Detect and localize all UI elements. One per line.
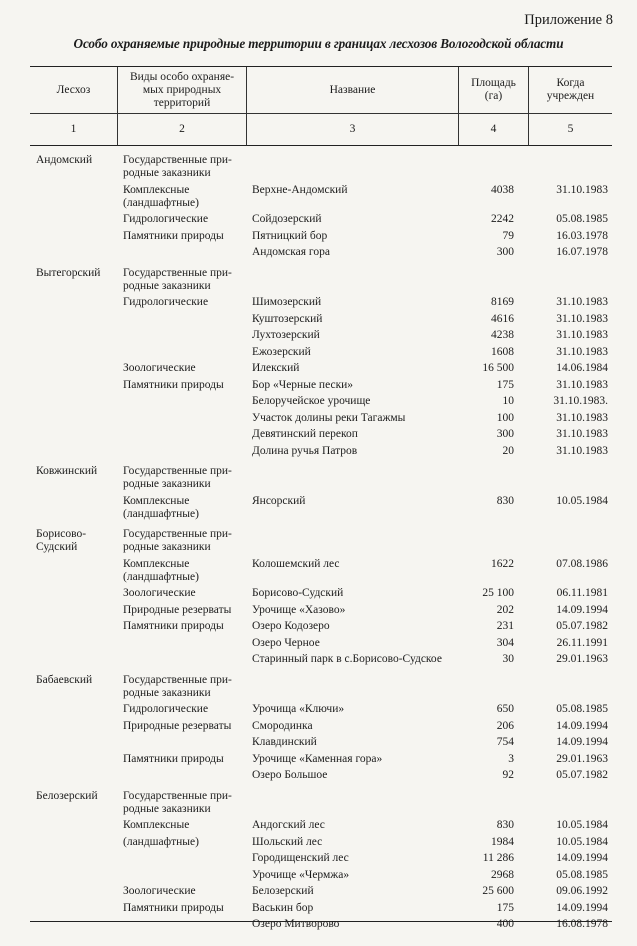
leskhoz-cell — [30, 869, 117, 882]
type-cell: Природные резерваты — [123, 719, 232, 732]
leskhoz-cell: Вытегорский — [36, 266, 101, 279]
leskhoz-cell — [30, 637, 117, 650]
leskhoz-cell — [30, 753, 117, 766]
table-row — [30, 346, 612, 359]
table-row — [30, 558, 612, 584]
leskhoz-cell — [30, 558, 117, 584]
date-cell: 31.10.1983. — [553, 395, 608, 407]
table-row — [30, 918, 612, 931]
table-row — [30, 653, 612, 666]
table-row — [30, 465, 612, 491]
bottom-rule — [30, 921, 612, 922]
date-cell: 14.09.1994 — [556, 603, 608, 616]
name-cell: Бор «Черные пески» — [252, 378, 354, 391]
table-row — [30, 246, 612, 259]
name-cell: Ежозерский — [252, 345, 311, 358]
type-cell: Государственные при-родные заказники — [123, 528, 232, 553]
date-cell: 05.08.1985 — [556, 213, 608, 225]
date-cell: 26.11.1991 — [556, 636, 608, 649]
name-cell: Куштозерский — [252, 312, 323, 325]
type-cell: Государственные при-родные заказники — [123, 673, 232, 699]
leskhoz-cell — [30, 736, 117, 749]
leskhoz-cell — [30, 346, 117, 359]
type-cell: Государственные при-родные заказники — [123, 266, 232, 292]
type-cell: Комплексные (ландшафтные) — [123, 557, 199, 583]
leskhoz-cell — [30, 852, 117, 865]
date-cell — [528, 267, 612, 293]
leskhoz-cell — [30, 587, 117, 600]
area-cell — [458, 790, 528, 816]
date-cell: 16.08.1978 — [556, 918, 608, 930]
area-cell: 175 — [496, 378, 514, 391]
date-cell: 07.08.1986 — [556, 557, 608, 570]
leskhoz-cell — [30, 246, 117, 259]
leskhoz-cell — [30, 836, 117, 849]
type-cell — [117, 329, 246, 342]
type-cell: Государственные при-родные заказники — [123, 154, 232, 179]
area-cell: 4038 — [491, 183, 514, 196]
leskhoz-cell — [30, 902, 117, 915]
table-row — [30, 720, 612, 733]
date-cell: 31.10.1983 — [556, 312, 608, 325]
leskhoz-cell: Борисово-Судский — [36, 528, 87, 553]
leskhoz-cell — [30, 230, 117, 243]
name-cell — [246, 154, 458, 180]
area-cell: 1622 — [491, 557, 514, 570]
area-cell: 830 — [496, 494, 514, 507]
name-cell: Шимозерский — [252, 296, 322, 308]
column-number: 2 — [117, 114, 246, 146]
area-cell: 830 — [496, 819, 514, 831]
table-row — [30, 703, 612, 716]
area-cell — [458, 465, 528, 491]
table-row — [30, 836, 612, 849]
type-cell: (ландшафтные) — [123, 835, 199, 848]
date-cell: 29.01.1963 — [556, 752, 608, 765]
area-cell: 4238 — [491, 329, 514, 341]
name-cell: Озеро Большое — [252, 769, 328, 781]
table-row — [30, 296, 612, 309]
type-cell — [117, 445, 246, 458]
leskhoz-cell: Бабаевский — [36, 673, 93, 686]
table-row — [30, 885, 612, 898]
name-cell: Колошемский лес — [252, 557, 340, 570]
leskhoz-cell — [30, 495, 117, 521]
table-row — [30, 213, 612, 226]
column-number: 4 — [458, 114, 528, 146]
leskhoz-cell — [30, 703, 117, 716]
table-row — [30, 495, 612, 521]
leskhoz-cell: Ковжинский — [36, 465, 98, 477]
area-cell: 400 — [496, 918, 514, 930]
name-cell: Белозерский — [252, 885, 314, 897]
table-row — [30, 362, 612, 375]
area-cell: 304 — [496, 636, 514, 649]
date-cell: 14.09.1994 — [556, 901, 608, 914]
header-area: Площадь (га) — [458, 67, 528, 114]
header-type: Виды особо охраняе-мых природных территорий — [117, 67, 246, 114]
name-cell — [246, 267, 458, 293]
date-cell: 31.10.1983 — [556, 296, 608, 308]
name-cell: Янсорский — [252, 494, 306, 507]
date-cell: 06.11.1981 — [556, 587, 608, 599]
leskhoz-cell — [30, 313, 117, 326]
date-cell — [528, 528, 612, 554]
name-cell: Белоручейское урочище — [252, 395, 371, 407]
area-cell: 206 — [496, 719, 514, 732]
table-row — [30, 852, 612, 865]
leskhoz-cell — [30, 769, 117, 782]
name-cell: Клавдинский — [252, 736, 317, 748]
leskhoz-cell — [30, 720, 117, 733]
name-cell — [246, 465, 458, 491]
area-cell: 231 — [496, 620, 514, 632]
date-cell: 31.10.1983 — [556, 183, 608, 196]
type-cell — [117, 428, 246, 441]
area-cell: 8169 — [491, 296, 514, 308]
type-cell: Зоологические — [123, 587, 196, 599]
area-cell: 11 286 — [482, 852, 514, 864]
name-cell: Борисово-Судский — [252, 587, 344, 599]
date-cell: 16.03.1978 — [556, 229, 608, 242]
type-cell — [117, 412, 246, 425]
table-body — [30, 146, 612, 931]
area-cell: 92 — [502, 769, 514, 781]
name-cell: Участок долины реки Тагажмы — [252, 411, 406, 424]
type-cell — [117, 769, 246, 782]
name-cell: Илекский — [252, 362, 300, 374]
area-cell: 20 — [502, 444, 514, 457]
area-cell — [458, 528, 528, 554]
type-cell — [117, 313, 246, 326]
type-cell — [117, 653, 246, 666]
date-cell: 29.01.1963 — [556, 653, 608, 665]
type-cell — [117, 395, 246, 408]
leskhoz-cell — [30, 445, 117, 458]
name-cell: Верхне-Андомский — [252, 183, 348, 196]
name-cell: Урочище «Каменная гора» — [252, 752, 383, 765]
area-cell: 2242 — [491, 213, 514, 225]
type-cell: Памятники природы — [123, 620, 224, 632]
area-cell: 100 — [496, 411, 514, 424]
area-cell: 10 — [502, 395, 514, 407]
table-row — [30, 736, 612, 749]
type-cell: Гидрологические — [123, 296, 209, 308]
date-cell — [528, 465, 612, 491]
table-row — [30, 902, 612, 915]
type-cell: Памятники природы — [123, 752, 224, 765]
leskhoz-cell: Андомский — [36, 154, 93, 166]
date-cell: 31.10.1983 — [556, 428, 608, 440]
table-row — [30, 769, 612, 782]
type-cell: Государственные при-родные заказники — [123, 789, 232, 815]
table-row — [30, 790, 612, 816]
table-row — [30, 753, 612, 766]
column-number: 3 — [246, 114, 458, 146]
area-cell: 300 — [496, 428, 514, 440]
type-cell: Памятники природы — [123, 229, 224, 242]
type-cell — [117, 246, 246, 259]
table-row — [30, 620, 612, 633]
date-cell — [528, 674, 612, 700]
type-cell: Гидрологические — [123, 213, 209, 225]
date-cell: 31.10.1983 — [556, 444, 608, 457]
date-cell: 31.10.1983 — [556, 329, 608, 341]
name-cell: Урочище «Хазово» — [252, 603, 346, 616]
name-cell — [246, 674, 458, 700]
name-cell: Сойдозерский — [252, 213, 322, 225]
page-title: Особо охраняемые природные территории в границах лесхозов Вологодской области — [73, 36, 564, 51]
leskhoz-cell — [30, 362, 117, 375]
name-cell: Старинный парк в с.Борисово-Судское — [252, 653, 442, 665]
table-row — [30, 604, 612, 617]
date-cell: 14.09.1994 — [556, 736, 608, 748]
table-row — [30, 267, 612, 293]
type-cell: Гидрологические — [123, 703, 209, 715]
type-cell: Государственные при-родные заказники — [123, 465, 232, 490]
date-cell: 14.09.1994 — [556, 852, 608, 864]
table-row — [30, 154, 612, 180]
table-row — [30, 395, 612, 408]
leskhoz-cell — [30, 620, 117, 633]
area-cell: 25 600 — [482, 885, 514, 897]
table-row — [30, 587, 612, 600]
table-row — [30, 379, 612, 392]
table-row — [30, 674, 612, 700]
date-cell: 05.07.1982 — [556, 769, 608, 781]
type-cell: Зоологические — [123, 362, 196, 374]
leskhoz-cell — [30, 604, 117, 617]
date-cell — [528, 790, 612, 816]
column-number: 1 — [30, 114, 117, 146]
type-cell — [117, 346, 246, 359]
name-cell: Шольский лес — [252, 835, 323, 848]
leskhoz-cell — [30, 428, 117, 441]
leskhoz-cell — [30, 296, 117, 309]
type-cell — [117, 852, 246, 865]
type-cell — [117, 918, 246, 931]
appendix-label: Приложение 8 — [524, 12, 613, 28]
name-cell: Городищенский лес — [252, 852, 349, 864]
name-cell: Озеро Митворово — [252, 918, 340, 930]
area-cell: 30 — [502, 653, 514, 665]
table-row — [30, 819, 612, 832]
leskhoz-cell — [30, 412, 117, 425]
type-cell: Зоологические — [123, 885, 196, 897]
date-cell: 31.10.1983 — [556, 345, 608, 358]
leskhoz-cell — [30, 379, 117, 392]
column-number: 5 — [528, 114, 612, 146]
name-cell: Пятницкий бор — [252, 229, 328, 242]
table-row — [30, 637, 612, 650]
name-cell: Озеро Кодозеро — [252, 620, 330, 632]
name-cell: Долина ручья Патров — [252, 444, 358, 457]
header-date: Когда учрежден — [528, 67, 612, 114]
area-cell: 754 — [496, 736, 514, 748]
type-cell: Комплексные (ландшафтные) — [123, 183, 199, 209]
table-row — [30, 428, 612, 441]
type-cell — [117, 637, 246, 650]
table-row — [30, 230, 612, 243]
name-cell: Андомская гора — [252, 246, 330, 258]
area-cell: 25 100 — [482, 587, 514, 599]
table-row — [30, 313, 612, 326]
date-cell — [528, 154, 612, 180]
date-cell: 31.10.1983 — [556, 411, 608, 424]
area-cell: 175 — [496, 901, 514, 914]
area-cell — [458, 674, 528, 700]
area-cell: 202 — [496, 603, 514, 616]
area-cell: 300 — [496, 246, 514, 258]
area-cell: 4616 — [491, 312, 514, 325]
name-cell: Лухтозерский — [252, 329, 320, 341]
name-cell — [246, 528, 458, 554]
date-cell: 31.10.1983 — [556, 378, 608, 391]
date-cell: 14.06.1984 — [556, 362, 608, 374]
column-number-row — [30, 114, 612, 146]
area-cell: 1984 — [491, 835, 514, 848]
leskhoz-cell — [30, 653, 117, 666]
date-cell: 05.08.1985 — [556, 868, 608, 881]
leskhoz-cell — [30, 184, 117, 210]
table-row — [30, 528, 612, 554]
area-cell — [458, 267, 528, 293]
protected-territories-table — [30, 66, 612, 935]
date-cell: 14.09.1994 — [556, 719, 608, 732]
area-cell: 3 — [508, 752, 514, 765]
leskhoz-cell — [30, 329, 117, 342]
date-cell: 10.05.1984 — [556, 494, 608, 507]
table-header-row — [30, 66, 612, 114]
table-row — [30, 869, 612, 882]
table-row — [30, 412, 612, 425]
area-cell: 1608 — [491, 345, 514, 358]
header-leskhoz: Лесхоз — [30, 67, 117, 114]
date-cell: 10.05.1984 — [556, 819, 608, 831]
name-cell: Озеро Черное — [252, 636, 320, 649]
area-cell: 16 500 — [482, 362, 514, 374]
leskhoz-cell — [30, 819, 117, 832]
name-cell: Андогский лес — [252, 819, 325, 831]
table-row — [30, 184, 612, 210]
name-cell: Смородинка — [252, 719, 313, 732]
date-cell: 05.07.1982 — [556, 620, 608, 632]
name-cell: Урочища «Ключи» — [252, 703, 345, 715]
leskhoz-cell: Белозерский — [36, 789, 98, 802]
leskhoz-cell — [30, 885, 117, 898]
table-row — [30, 329, 612, 342]
leskhoz-cell — [30, 395, 117, 408]
type-cell: Комплексные — [123, 819, 190, 831]
area-cell: 2968 — [491, 868, 514, 881]
name-cell: Девятинский перекоп — [252, 428, 358, 440]
date-cell: 16.07.1978 — [556, 246, 608, 258]
date-cell: 10.05.1984 — [556, 835, 608, 848]
type-cell: Природные резерваты — [123, 603, 232, 616]
leskhoz-cell — [30, 213, 117, 226]
date-cell: 09.06.1992 — [556, 885, 608, 897]
area-cell — [458, 154, 528, 180]
type-cell: Памятники природы — [123, 378, 224, 391]
area-cell: 79 — [502, 229, 514, 242]
leskhoz-cell — [30, 918, 117, 931]
type-cell: Памятники природы — [123, 901, 224, 914]
name-cell: Васькин бор — [252, 901, 314, 914]
table-row — [30, 445, 612, 458]
type-cell — [117, 869, 246, 882]
type-cell — [117, 736, 246, 749]
date-cell: 05.08.1985 — [556, 703, 608, 715]
type-cell: Комплексные (ландшафтные) — [123, 494, 199, 520]
area-cell: 650 — [496, 703, 514, 715]
name-cell — [246, 790, 458, 816]
header-name: Название — [246, 67, 458, 114]
name-cell: Урочище «Чермжа» — [252, 868, 350, 881]
